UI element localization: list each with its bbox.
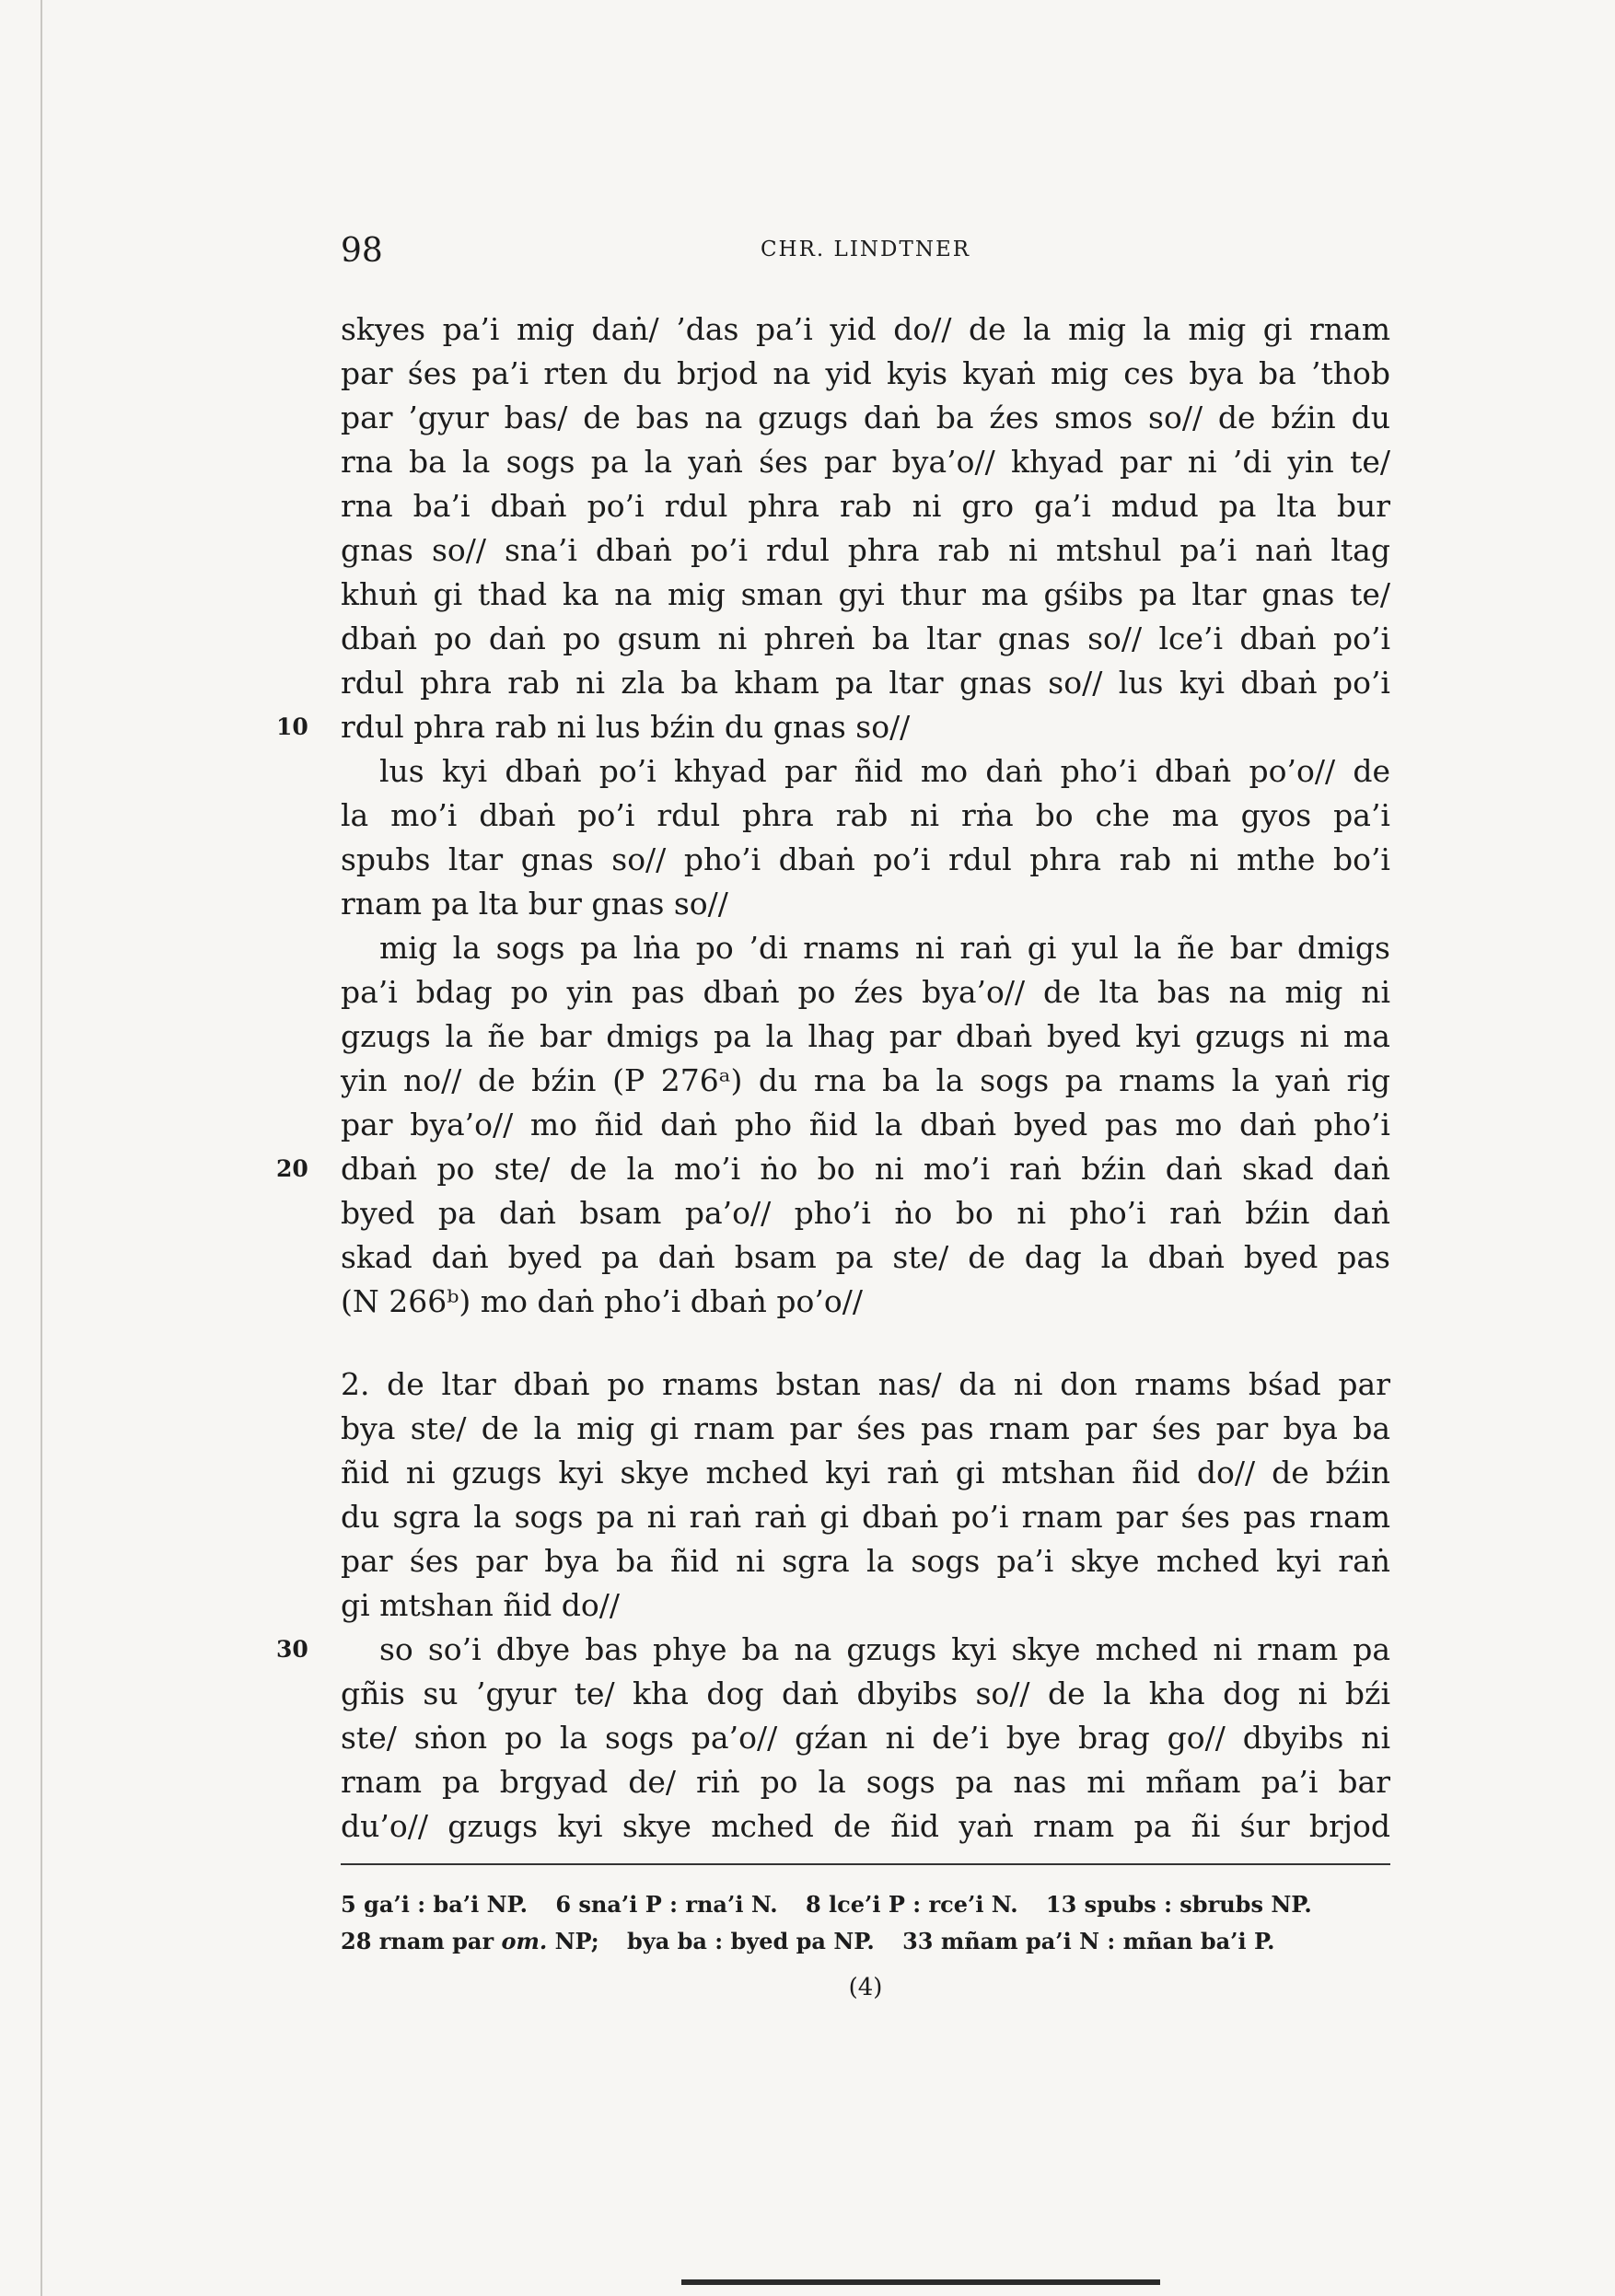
running-head: CHR. LINDTNER <box>760 238 971 261</box>
text-line: skyes pa’i mig daṅ/ ’das pa’i yid do// de la mig la mig gi rnam <box>341 311 1390 347</box>
text-line: rna ba’i dbaṅ po’i rdul phra rab ni gro ga’i mdud pa lta bur <box>341 488 1390 524</box>
line-number: 20 <box>276 1155 308 1182</box>
text-line: gzugs la ñe bar dmigs pa la lhag par dbaṅ byed kyi gzugs ni ma <box>341 1018 1390 1054</box>
footnote: 33 mñam pa’i N : mñan ba’i P. <box>902 1928 1275 1954</box>
footnote-line <box>341 1924 1390 1959</box>
text-line: (N 266ᵇ) mo daṅ pho’i dbaṅ po’o// <box>341 1283 864 1319</box>
text-line: ste/ sṅon po la sogs pa’o// gźan ni de’i bye brag go// dbyibs ni <box>341 1720 1390 1756</box>
footnote: 8 lce’i P : rce’i N. <box>805 1891 1018 1918</box>
text-line: rnam pa lta bur gnas so// <box>341 886 728 922</box>
text-line: rdul phra rab ni zla ba kham pa ltar gnas so// lus kyi dbaṅ po’i <box>341 665 1390 701</box>
footnote: 6 sna’i P : rna’i N. <box>555 1891 778 1918</box>
text-line: byed pa daṅ bsam pa’o// pho’i ṅo bo ni pho’i raṅ bźin daṅ <box>341 1195 1390 1231</box>
text-line: la mo’i dbaṅ po’i rdul phra rab ni rṅa bo che ma gyos pa’i <box>341 797 1390 833</box>
scan-bottom-bar <box>681 2279 1160 2285</box>
text-line: gñis su ’gyur te/ kha dog daṅ dbyibs so// de la kha dog ni bźi <box>341 1676 1390 1711</box>
footnote: 5 ga’i : ba’i NP. <box>341 1891 528 1918</box>
footnote: bya ba : byed pa NP. <box>626 1928 875 1954</box>
text-line: spubs ltar gnas so// pho’i dbaṅ po’i rdul phra rab ni mthe bo’i <box>341 841 1390 877</box>
line-number: 30 <box>276 1636 308 1663</box>
text-line: par ’gyur bas/ de bas na gzugs daṅ ba źes smos so// de bźin du <box>341 400 1390 435</box>
text-line: rna ba la sogs pa la yaṅ śes par bya’o// khyad par ni ’di yin te/ <box>341 444 1390 480</box>
line-number: 10 <box>276 713 308 740</box>
text-line: dbaṅ po ste/ de la mo’i ṅo bo ni mo’i raṅ bźin daṅ skad daṅ <box>341 1151 1390 1187</box>
footnote-text: NP; <box>554 1928 599 1954</box>
footnote <box>341 1928 627 1954</box>
text-line: gnas so// sna’i dbaṅ po’i rdul phra rab ni mtshul pa’i naṅ ltag <box>341 532 1390 568</box>
footnote-rule <box>341 1863 1390 1865</box>
footnote-line <box>341 1887 1390 1922</box>
footnote-omission-mark: om. <box>501 1928 548 1954</box>
footnote-text: 28 rnam par <box>341 1928 494 1954</box>
text-line: du sgra la sogs pa ni raṅ raṅ gi dbaṅ po’i rnam par śes pas rnam <box>341 1499 1390 1535</box>
page-header <box>341 232 1390 269</box>
text-line: mig la sogs pa lṅa po ’di rnams ni raṅ gi yul la ñe bar dmigs <box>379 930 1390 966</box>
text-line: par śes pa’i rten du brjod na yid kyis kyaṅ mig ces bya ba ’thob <box>341 355 1390 391</box>
text-line: rnam pa brgyad de/ riṅ po la sogs pa nas mi mñam pa’i bar <box>341 1764 1390 1800</box>
text-line: du’o// gzugs kyi skye mched de ñid yaṅ rnam pa ñi śur brjod <box>341 1808 1390 1844</box>
text-line: skad daṅ byed pa daṅ bsam pa ste/ de dag la dbaṅ byed pas <box>341 1239 1390 1275</box>
footnote: 13 spubs : sbrubs NP. <box>1045 1891 1312 1918</box>
sheet-signature: (4) <box>848 1974 883 2001</box>
text-line: yin no// de bźin (P 276ᵃ) du rna ba la sogs pa rnams la yaṅ rig <box>341 1062 1390 1098</box>
text-line: par bya’o// mo ñid daṅ pho ñid la dbaṅ byed pas mo daṅ pho’i <box>341 1107 1390 1142</box>
text-line: pa’i bdag po yin pas dbaṅ po źes bya’o// de lta bas na mig ni <box>341 974 1390 1010</box>
page-number: 98 <box>341 232 383 270</box>
text-line: lus kyi dbaṅ po’i khyad par ñid mo daṅ pho’i dbaṅ po’o// de <box>379 753 1390 789</box>
text-line: gi mtshan ñid do// <box>341 1587 620 1623</box>
text-line: dbaṅ po daṅ po gsum ni phreṅ ba ltar gnas so// lce’i dbaṅ po’i <box>341 620 1390 656</box>
text-line: khuṅ gi thad ka na mig sman gyi thur ma gśibs pa ltar gnas te/ <box>341 576 1390 612</box>
text-line: so so’i dbye bas phye ba na gzugs kyi skye mched ni rnam pa <box>379 1631 1390 1667</box>
text-line: rdul phra rab ni lus bźin du gnas so// <box>341 709 911 745</box>
text-line: bya ste/ de la mig gi rnam par śes pas rnam par śes par bya ba <box>341 1410 1390 1446</box>
text-line: par śes par bya ba ñid ni sgra la sogs pa’i skye mched kyi raṅ <box>341 1543 1390 1579</box>
scan-edge <box>41 0 42 2296</box>
text-line: ñid ni gzugs kyi skye mched kyi raṅ gi mtshan ñid do// de bźin <box>341 1455 1390 1490</box>
text-line: 2. de ltar dbaṅ po rnams bstan nas/ da ni don rnams bśad par <box>341 1366 1390 1402</box>
